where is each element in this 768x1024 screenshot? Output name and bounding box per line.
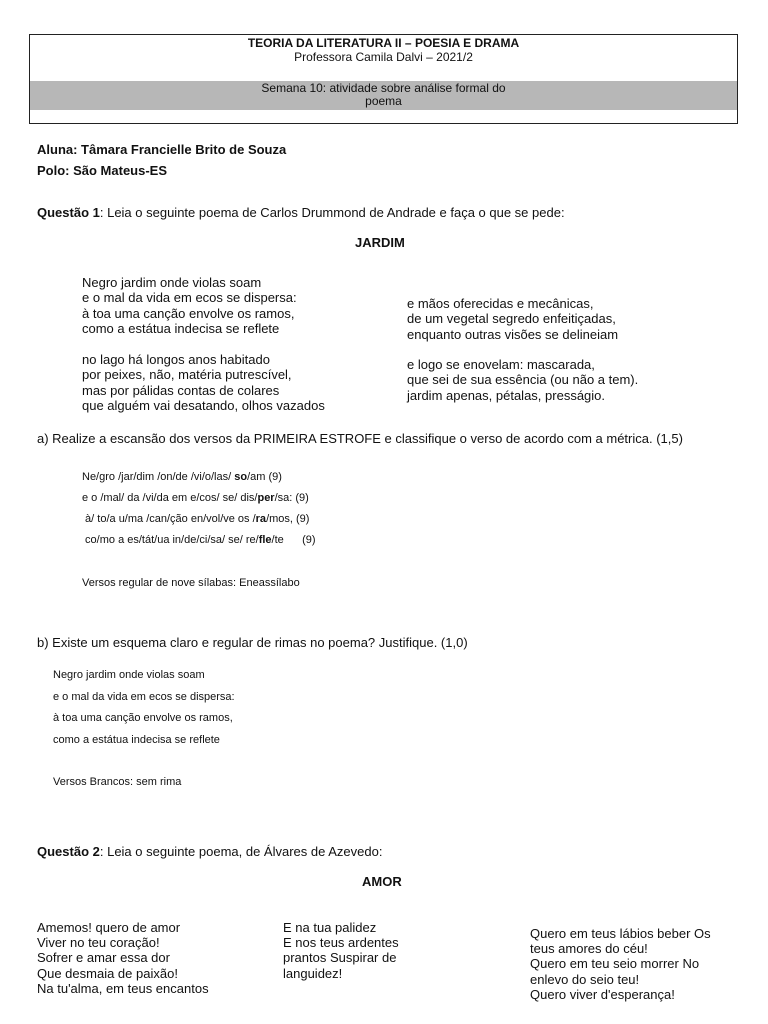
amor-column-2: E na tua palidez E nos teus ardentes prantos Suspirar de languidez! — [283, 920, 399, 981]
scansion-line: co/mo a es/tát/ua in/de/ci/sa/ se/ re/fle/te (9) — [82, 534, 316, 546]
question-1-text: : Leia o seguinte poema de Carlos Drummond de Andrade e faça o que se pede: — [99, 205, 565, 220]
course-title: TEORIA DA LITERATURA II – POESIA E DRAMA — [247, 36, 520, 50]
question-b-prompt: b) Existe um esquema claro e regular de rimas no poema? Justifique. (1,0) — [37, 635, 468, 650]
question-2-prompt — [37, 844, 382, 859]
scansion-line: Ne/gro /jar/dim /on/de /vi/o/las/ so/am (9) — [82, 471, 282, 483]
poem-stanza-2: no lago há longos anos habitado por peixes, não, matéria putrescível, mas por pálidas contas de colares que alguém vai desatando, olhos vazados — [82, 352, 325, 413]
amor-column-3: Quero em teus lábios beber Os teus amores do céu! Quero em teu seio morrer No enlevo do seio teu! Quero viver d'esperança! — [530, 926, 711, 1002]
poem-stanza-1: Negro jardim onde violas soam e o mal da vida em ecos se dispersa: à toa uma canção envolve os ramos, como a estátua indecisa se reflete — [82, 275, 297, 336]
header-box — [29, 34, 738, 124]
poem-title-amor: AMOR — [362, 874, 402, 889]
professor-line: Professora Camila Dalvi – 2021/2 — [294, 50, 473, 64]
question-2-label: Questão 2 — [37, 844, 100, 859]
question-2-text: : Leia o seguinte poema, de Álvares de Azevedo: — [99, 844, 383, 859]
week-line-1: Semana 10: atividade sobre análise formal do — [261, 81, 506, 95]
question-1-prompt — [37, 205, 565, 220]
student-name: Aluna: Tâmara Francielle Brito de Souza — [37, 142, 287, 157]
question-b-answer: Versos Brancos: sem rima — [53, 776, 182, 788]
question-a-prompt: a) Realize a escansão dos versos da PRIMEIRA ESTROFE e classifique o verso de acordo com a métrica. (1,5) — [37, 431, 683, 446]
week-band — [30, 81, 737, 110]
poem-stanza-3: e mãos oferecidas e mecânicas, de um vegetal segredo enfeitiçadas, enquanto outras visões se delineiam — [407, 296, 619, 342]
poem-title-jardim: JARDIM — [355, 235, 405, 250]
question-b-verses: Negro jardim onde violas soam e o mal da vida em ecos se dispersa: à toa uma canção envolve os ramos, como a estátua indecisa se reflete — [53, 669, 235, 746]
question-1-label: Questão 1 — [37, 205, 100, 220]
student-polo: Polo: São Mateus-ES — [37, 163, 168, 178]
scansion-line: e o /mal/ da /vi/da em e/cos/ se/ dis/per/sa: (9) — [82, 492, 309, 504]
question-a-answer: Versos regular de nove sílabas: Eneassílabo — [82, 577, 300, 589]
scansion-line: à/ to/a u/ma /can/ção en/vol/ve os /ra/mos, (9) — [82, 513, 310, 525]
poem-stanza-4: e logo se enovelam: mascarada, que sei de sua essência (ou não a tem). jardim apenas, pétalas, presságio. — [407, 357, 639, 403]
week-line-2: poema — [365, 94, 402, 108]
amor-column-1: Amemos! quero de amor Viver no teu coração! Sofrer e amar essa dor Que desmaia de paixão! Na tu'alma, em teus encantos — [37, 920, 209, 996]
